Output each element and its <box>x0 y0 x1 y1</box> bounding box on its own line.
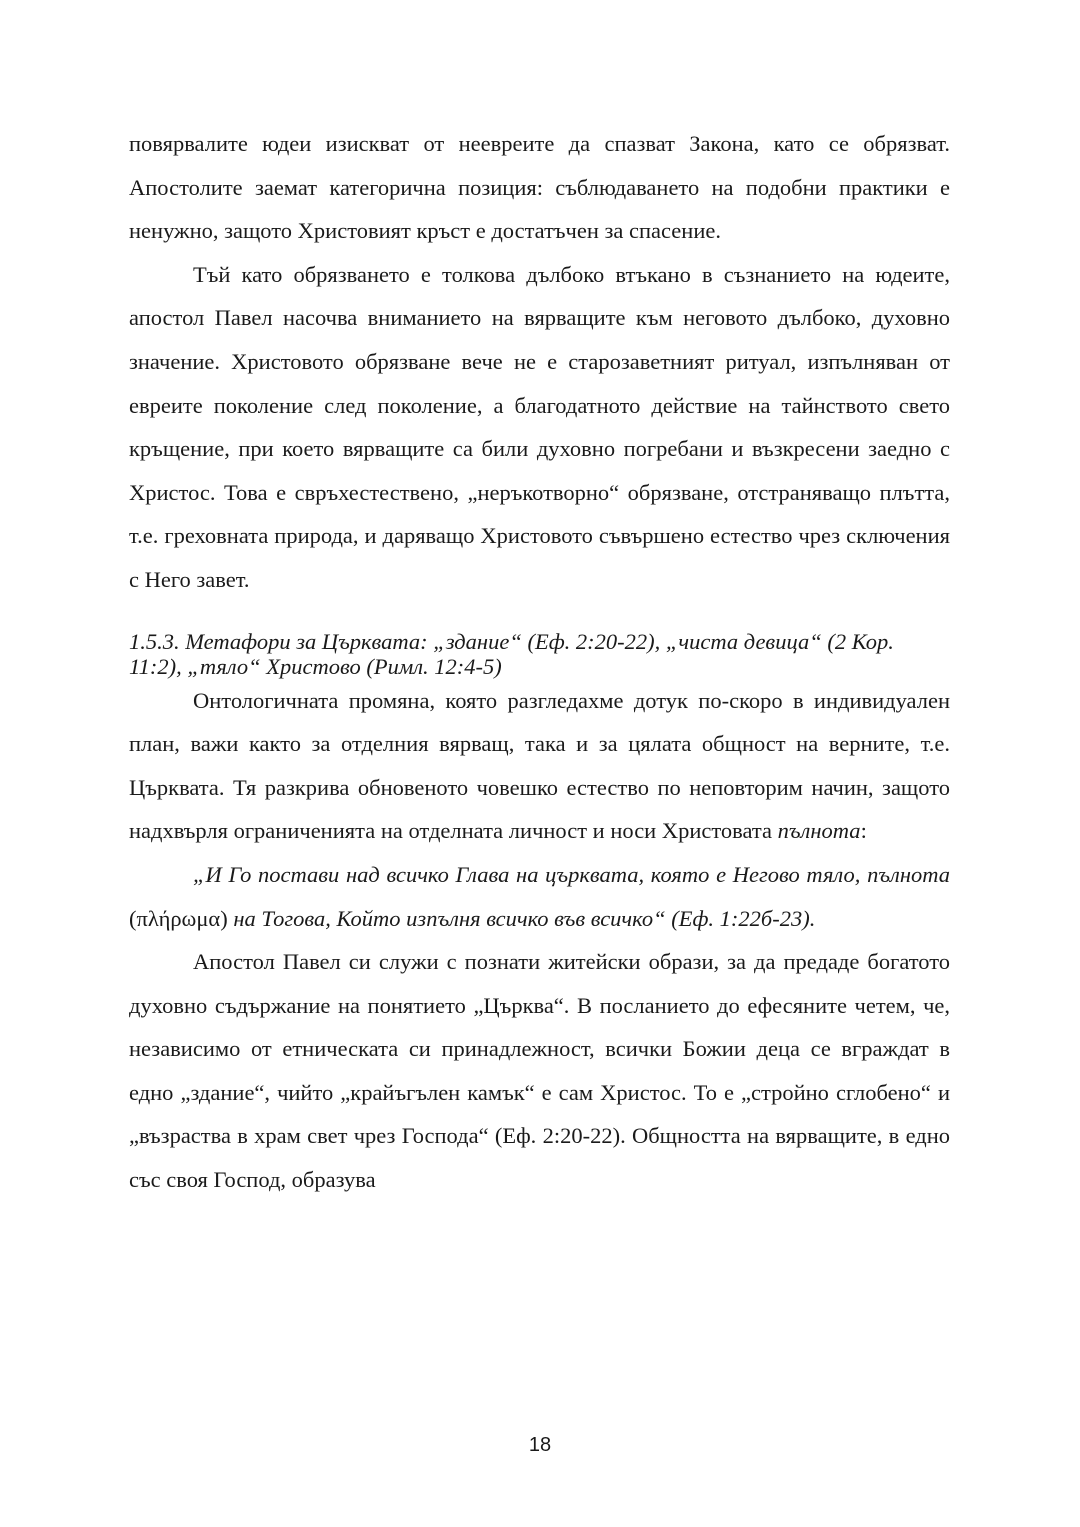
page-content <box>129 122 950 1202</box>
section-heading: 1.5.3. Метафори за Църквата: „здание“ (Еф. 2:20-22), „чиста девица“ (2 Кор. 11:2), „тяло“ Христово (Римл. 12:4-5) <box>129 628 894 679</box>
paragraph-circumcision: Тъй като обрязването е толкова дълбоко втъкано в съзнанието на юдеите, апостол Павел насочва вниманието на вярващите към неговото дълбоко, духовно значение. Христовото обрязване вече не е старозаветният ритуал, изпълняван от евреите поколение след поколение, а благодатното действие на тайнството свето кръщение, при което вярващите са били духовно погребани и възкресени заедно с Христос. Това е свръхестествено, „неръкотворно“ обрязване, отстраняващо плътта, т.е. греховната природа, и даряващо Христовото съвършено естество чрез сключения с Него завет. <box>129 261 950 592</box>
quote-text-2: на Тогова, Който изпълня всичко във всичко“ (Еф. 1:22б-23). <box>227 905 816 931</box>
paragraph-metaphors: Апостол Павел си служи с познати житейски образи, за да предаде богатото духовно съдържание на понятието „Църква“. В посланието до ефесяните четем, че, независимо от етническата си принадлежност, всички Божии деца се вграждат в едно „здание“, чийто „крайъгълен камък“ е сам Христос. То е „стройно сглобено“ и „възраства в храм свет чрез Господа“ (Еф. 2:20-22). Общността на вярващите, в едно със своя Господ, образува <box>129 949 950 1193</box>
quote-text-1: „И Го постави над всичко Глава на църквата, която е Негово тяло, пълнота <box>193 861 950 887</box>
paragraph-colon: : <box>860 818 867 844</box>
scripture-quote <box>129 853 950 940</box>
paragraph-ontological-change <box>129 679 950 853</box>
page-number: 18 <box>528 1434 552 1456</box>
paragraph-continued: повярвалите юдеи изискват от неевреите да спазват Закона, като се обрязват. Апостолите заемат категорична позиция: съблюдаването на подобни практики е ненужно, защото Христовият кръст е достатъчен за спасение. <box>129 131 950 244</box>
paragraph-text: Онтологичната промяна, която разгледахме дотук по-скоро в индивидуален план, важи както за отделния вярващ, така и за цялата общност на верните, т.е. Църквата. Тя разкрива обновеното човешко естество по неповторим начин, защото надхвърля ограниченията на отделната личност и носи Христовата <box>129 687 950 844</box>
emphasis-fullness: пълнота <box>777 818 861 844</box>
quote-greek-word: (πλήρωμα) <box>129 905 228 931</box>
